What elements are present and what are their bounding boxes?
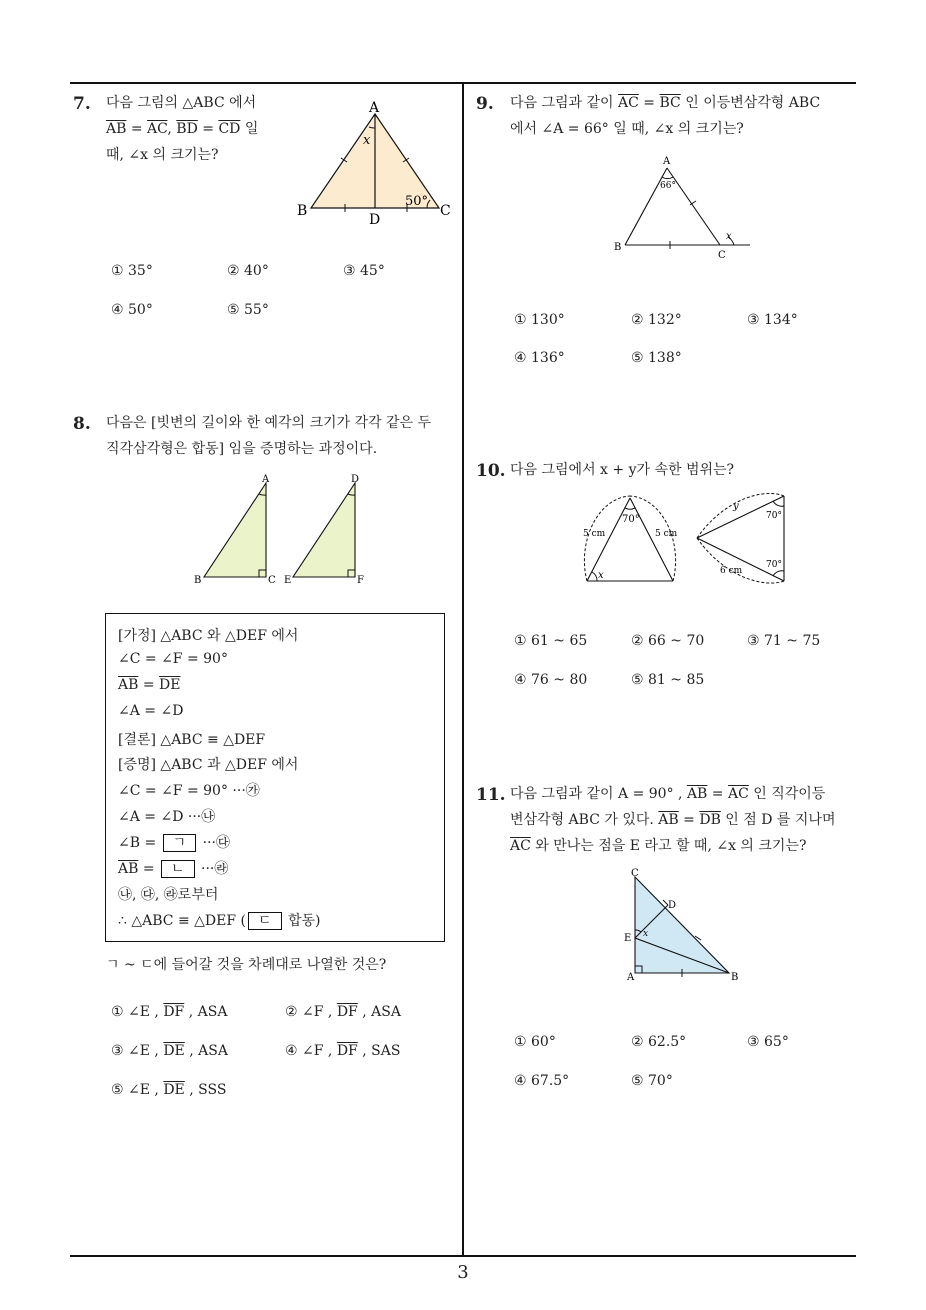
question-11-line3 xyxy=(510,833,835,859)
option-segment: $\overline{DE}$ xyxy=(163,1043,185,1059)
segment-bd: $\overline{BD}$ xyxy=(176,121,198,137)
text: 다음 그림과 같이 xyxy=(510,95,619,111)
q8-option-4[interactable] xyxy=(285,1043,400,1059)
text: 인 점 D 를 지나며 xyxy=(720,812,836,828)
proof-hypothesis: [가정] △ABC 와 △DEF 에서 xyxy=(118,628,299,644)
proof-line-10 xyxy=(118,858,228,878)
q11-option-3[interactable]: ③ 65° xyxy=(747,1034,789,1050)
segment-ab: $\overline{AB}$ xyxy=(118,677,139,693)
question-9-figure xyxy=(610,152,760,264)
label-b: B xyxy=(194,575,202,586)
label-5cm-right: 5 cm xyxy=(655,529,678,539)
option-number: ① xyxy=(111,1004,124,1020)
question-7-line3: 때, ∠x 의 크기는? xyxy=(106,147,219,163)
label-x: x xyxy=(598,570,604,581)
question-10-number: 10. xyxy=(476,461,506,481)
segment-db: $\overline{DB}$ xyxy=(699,812,721,828)
marker-ra: ···㉱ xyxy=(196,861,229,877)
option-segment: $\overline{DF}$ xyxy=(336,1004,358,1020)
segment-ab: $\overline{AB}$ xyxy=(686,786,708,802)
q10-option-1[interactable]: ① 61 ~ 65 xyxy=(514,633,588,649)
q9-option-4[interactable]: ④ 136° xyxy=(514,350,565,366)
label-c: C xyxy=(268,575,276,586)
angle-70-arc-left xyxy=(625,508,635,509)
angle-a-arc xyxy=(662,177,673,179)
q9-option-5[interactable]: ⑤ 138° xyxy=(631,350,682,366)
option-number: ④ xyxy=(285,1043,298,1059)
segment-ac: $\overline{AC}$ xyxy=(147,121,168,137)
segment-bc: $\overline{BC}$ xyxy=(659,95,681,111)
segment-ab xyxy=(625,168,667,245)
question-9-number: 9. xyxy=(476,94,494,114)
segment-ac xyxy=(667,168,720,245)
proof-box xyxy=(105,613,445,942)
label-a: A xyxy=(663,156,671,167)
therefore-text: ∴ △ABC ≡ △DEF ( xyxy=(118,913,246,929)
label-e: E xyxy=(284,575,292,586)
q7-option-5[interactable]: ⑤ 55° xyxy=(227,302,269,318)
question-11-line1 xyxy=(510,781,835,807)
question-7-figure xyxy=(295,98,455,230)
q11-option-1[interactable]: ① 60° xyxy=(514,1034,556,1050)
label-d: D xyxy=(668,900,677,911)
label-d: D xyxy=(369,212,381,228)
label-a: A xyxy=(627,972,635,983)
q7-option-2[interactable]: ② 40° xyxy=(227,263,269,279)
label-6cm: 6 cm xyxy=(720,566,743,576)
segment-ac: $\overline{AC}$ xyxy=(510,838,531,854)
angle-b-label: ∠B = xyxy=(118,835,161,851)
option-segment: $\overline{DF}$ xyxy=(336,1043,358,1059)
label-70-upper: 70° xyxy=(766,511,782,521)
q10-option-2[interactable]: ② 66 ~ 70 xyxy=(631,633,705,649)
angle-70-arc-upper xyxy=(773,501,784,506)
proof-conclusion: [결론] △ABC ≡ △DEF xyxy=(118,732,266,748)
option-angle: ∠E , xyxy=(128,1004,159,1020)
question-7-number: 7. xyxy=(73,94,91,114)
question-11-number: 11. xyxy=(476,785,506,805)
proof-start: [증명] △ABC 과 △DEF 에서 xyxy=(118,757,299,773)
label-66-degrees: 66° xyxy=(660,181,676,191)
question-9-line1 xyxy=(510,90,820,116)
segment-cd: $\overline{CD}$ xyxy=(218,121,241,137)
option-number: ③ xyxy=(111,1043,124,1059)
equals: = xyxy=(138,861,160,877)
text: 인 직각이등 xyxy=(748,786,826,802)
question-8-text xyxy=(106,410,431,462)
label-c: C xyxy=(440,203,451,219)
question-10-text: 다음 그림에서 x + y가 속한 범위는? xyxy=(510,462,735,478)
triangle-abc xyxy=(204,483,266,577)
question-9-line2: 에서 ∠A = 66° 일 때, ∠x 의 크기는? xyxy=(510,121,744,137)
option-number: ② xyxy=(285,1004,298,1020)
option-rule: , ASA xyxy=(362,1004,401,1020)
option-rule: , ASA xyxy=(188,1004,228,1020)
triangle-abc xyxy=(635,877,729,973)
question-11-text xyxy=(510,781,835,859)
option-number: ⑤ xyxy=(111,1082,124,1098)
label-x: x xyxy=(726,231,732,242)
label-x: x xyxy=(643,929,649,939)
q7-option-1[interactable]: ① 35° xyxy=(111,263,153,279)
page-number: 3 xyxy=(457,1262,469,1283)
question-8-line1: 다음은 [빗변의 길이와 한 예각의 크기가 각각 같은 두 xyxy=(106,415,432,431)
option-angle: ∠E , xyxy=(128,1043,159,1059)
label-b: B xyxy=(297,203,308,219)
left-side-2 xyxy=(630,498,673,581)
left-side-1 xyxy=(587,498,630,581)
question-7-line2 xyxy=(106,116,258,142)
label-e: E xyxy=(624,933,632,944)
marker-da: ···㉰ xyxy=(198,835,230,851)
label-b: B xyxy=(614,242,622,253)
proof-line-2: ∠C = ∠F = 90° xyxy=(118,651,228,667)
question-7-line1: 다음 그림의 △ABC 에서 xyxy=(106,95,257,111)
comma: , xyxy=(167,121,177,137)
proof-line-12 xyxy=(118,910,320,930)
question-8-line2: 직각삼각형은 합동] 임을 증명하는 과정이다. xyxy=(106,441,378,457)
option-angle: ∠F , xyxy=(302,1004,333,1020)
blank-nieun: ㄴ xyxy=(161,860,195,878)
label-c: C xyxy=(718,250,726,261)
label-a: A xyxy=(262,474,270,485)
option-angle: ∠F , xyxy=(302,1043,333,1059)
q11-option-5[interactable]: ⑤ 70° xyxy=(631,1073,673,1089)
equals: = xyxy=(678,812,700,828)
question-11-line2 xyxy=(510,807,835,833)
question-8-number: 8. xyxy=(73,414,91,434)
blank-giyeok: ㄱ xyxy=(163,834,197,852)
segment-ac: $\overline{AC}$ xyxy=(727,786,749,802)
segment-ab: $\overline{AB}$ xyxy=(118,861,139,877)
label-5cm-left: 5 cm xyxy=(583,529,606,539)
q7-option-3[interactable]: ③ 45° xyxy=(343,263,385,279)
label-70-top: 70° xyxy=(622,514,640,525)
proof-line-11: ㉯, ㉰, ㉱로부터 xyxy=(118,887,219,903)
q8-option-2[interactable] xyxy=(285,1004,401,1020)
label-50-degrees: 50° xyxy=(405,194,429,209)
q9-option-3[interactable]: ③ 134° xyxy=(747,312,798,328)
option-rule: , SAS xyxy=(362,1043,401,1059)
segment-ab: $\overline{AB}$ xyxy=(658,812,679,828)
question-8-figure xyxy=(192,473,372,588)
equals: = xyxy=(138,677,160,693)
question-11-figure xyxy=(622,866,752,986)
proof-line-9 xyxy=(118,832,230,852)
label-x: x xyxy=(363,133,371,148)
label-70-lower: 70° xyxy=(766,560,782,570)
q8-option-5[interactable] xyxy=(111,1082,226,1098)
equals: = xyxy=(126,121,148,137)
q9-option-2[interactable]: ② 132° xyxy=(631,312,682,328)
q11-option-4[interactable]: ④ 67.5° xyxy=(514,1073,570,1089)
question-10-figure xyxy=(575,488,795,588)
option-rule: , ASA xyxy=(189,1043,228,1059)
q10-option-5[interactable]: ⑤ 81 ~ 85 xyxy=(631,672,705,688)
column-divider xyxy=(462,82,464,1256)
proof-line-8: ∠A = ∠D ···㉯ xyxy=(118,809,216,825)
label-f: F xyxy=(357,575,364,586)
segment-de: $\overline{DE}$ xyxy=(159,677,181,693)
word-il: 일 xyxy=(240,121,259,137)
proof-line-3 xyxy=(118,677,181,693)
question-9-text xyxy=(510,90,820,142)
q8-option-3[interactable] xyxy=(111,1043,228,1059)
blank-digeut: ㄷ xyxy=(248,912,282,930)
triangle-def xyxy=(293,483,355,577)
proof-line-4: ∠A = ∠D xyxy=(118,703,184,719)
label-y: y xyxy=(733,501,739,512)
text: 다음 그림과 같이 A = 90° , xyxy=(510,786,687,802)
option-segment: $\overline{DF}$ xyxy=(163,1004,185,1020)
q7-option-4[interactable]: ④ 50° xyxy=(111,302,153,318)
text: 변삼각형 ABC 가 있다. xyxy=(510,812,659,828)
q10-option-4[interactable]: ④ 76 ~ 80 xyxy=(514,672,588,688)
option-rule: , SSS xyxy=(189,1082,227,1098)
segment-ab: $\overline{AB}$ xyxy=(106,121,127,137)
segment-ac: $\overline{AC}$ xyxy=(618,95,639,111)
equals: = xyxy=(197,121,219,137)
question-8-prompt: ㄱ ~ ㄷ에 들어갈 것을 차례대로 나열한 것은? xyxy=(106,957,387,973)
label-d: D xyxy=(351,474,360,485)
label-b: B xyxy=(731,972,739,983)
question-7-text xyxy=(106,90,258,168)
text: 인 이등변삼각형 ABC xyxy=(680,95,821,111)
text: 와 만나는 점을 E 라고 할 때, ∠x 의 크기는? xyxy=(530,838,807,854)
q8-option-1[interactable] xyxy=(111,1004,227,1020)
q11-option-2[interactable]: ② 62.5° xyxy=(631,1034,687,1050)
equals: = xyxy=(707,786,728,802)
q10-option-3[interactable]: ③ 71 ~ 75 xyxy=(747,633,821,649)
label-c: C xyxy=(631,868,639,879)
angle-x-arc xyxy=(592,572,597,581)
angle-70-arc-lower xyxy=(773,571,784,576)
congruence-text: 합동) xyxy=(283,913,321,929)
equals: = xyxy=(638,95,660,111)
proof-line-7: ∠C = ∠F = 90° ···㉮ xyxy=(118,783,260,799)
label-a: A xyxy=(369,100,380,116)
option-segment: $\overline{DE}$ xyxy=(163,1082,185,1098)
q9-option-1[interactable]: ① 130° xyxy=(514,312,565,328)
option-angle: ∠E , xyxy=(128,1082,159,1098)
